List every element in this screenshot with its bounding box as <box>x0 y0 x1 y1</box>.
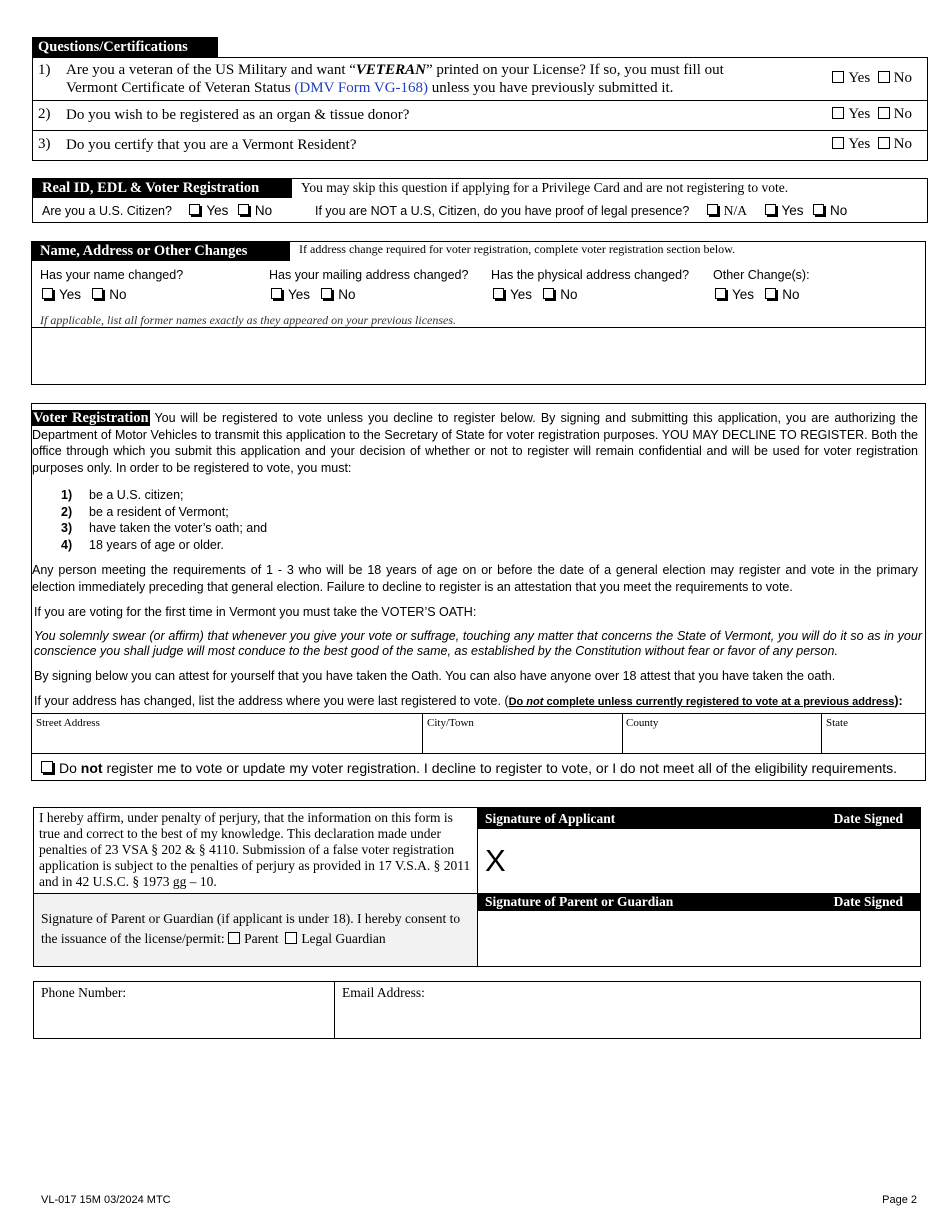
page-number: Page 2 <box>882 1194 917 1206</box>
perjury-affirmation: I hereby affirm, under penalty of perjury, that the information on this form is true and correct to the best of my knowledge. This declaration made under penalties of 23 VSA § 202 & § 4110. Submission of a false voter registration application is subject to the penalties of perjury as provided in 17 V.S.A. § 2011 and in 42 U.S.C. § 1973 gg – 10. <box>39 810 471 889</box>
mailing-changed-question: Has your mailing address changed? <box>269 268 469 282</box>
other-changed-options: Yes No <box>715 287 800 302</box>
physical-no-checkbox[interactable] <box>543 288 554 299</box>
voter-oath-intro: If you are voting for the first time in Vermont you must take the VOTER’S OATH: <box>34 605 477 619</box>
name-changed-options: Yes No <box>42 287 127 302</box>
voter-intro: Voter Registration You will be registered to vote unless you decline to register below. By signing and submitting this application, you are authorizing the Department of Motor Vehicles to transmit this application to the Secretary of State for voter registration purposes. YOU MAY DECLINE TO REGISTER. Both the office through which you submit this application and your decision of whether or not to register will remain confidential and will be used for voter registration purposes only. In order to be registered to vote, you must: <box>32 410 918 475</box>
voter-attest-paragraph: By signing below you can attest for yourself that you have taken the Oath. You can also have anyone over 18 attest that you have taken the oath. <box>34 669 836 683</box>
legal-guardian-checkbox[interactable] <box>285 932 297 944</box>
questions-header: Questions/Certifications <box>32 37 218 58</box>
form-id: VL-017 15M 03/2024 MTC <box>41 1194 171 1206</box>
yes-checkbox[interactable] <box>832 71 844 83</box>
yes-checkbox[interactable] <box>832 137 844 149</box>
parent-signature-field[interactable] <box>478 911 920 966</box>
realid-header: Real ID, EDL & Voter Registration <box>33 179 292 198</box>
question-number: 1) <box>38 62 51 78</box>
field-label: City/Town <box>427 717 474 729</box>
name-changed-question: Has your name changed? <box>40 268 184 282</box>
divider <box>31 753 926 754</box>
signature-x-mark: X <box>485 843 506 878</box>
question-2 <box>32 100 928 131</box>
question-number: 2) <box>38 106 51 122</box>
voter-primary-paragraph: Any person meeting the requirements of 1 - 3 who will be 18 years of age on or before the date of a general election may register and vote in the primary election immediately preceding that general election. Failure to decline to register is an attestation that you meet the requirements to vote. <box>32 563 918 594</box>
question-3 <box>32 130 928 161</box>
physical-changed-options: Yes No <box>493 287 578 302</box>
question-text: Do you certify that you are a Vermont Resident? <box>66 137 357 153</box>
presence-yes-checkbox[interactable] <box>765 204 776 215</box>
field-label: County <box>626 717 659 729</box>
field-label: Street Address <box>36 717 100 729</box>
phone-label: Phone Number: <box>41 985 127 1000</box>
name-yes-checkbox[interactable] <box>42 288 53 299</box>
county-field[interactable] <box>623 714 822 753</box>
field-label: State <box>826 717 848 729</box>
street-address-field[interactable] <box>32 714 423 753</box>
physical-changed-question: Has the physical address changed? <box>491 268 690 282</box>
no-checkbox[interactable] <box>878 107 890 119</box>
citizen-yes-checkbox[interactable] <box>189 204 200 215</box>
voter-requirements <box>61 487 267 553</box>
legal-presence-question: If you are NOT a U.S, Citizen, do you have proof of legal presence? N/A Yes No <box>315 203 848 218</box>
question-number: 3) <box>38 136 51 152</box>
citizen-no-checkbox[interactable] <box>238 204 249 215</box>
yes-checkbox[interactable] <box>832 107 844 119</box>
voter-address-instruction: If your address has changed, list the address where you were last registered to vote. (Do not complete unless currently registered to vote at a previous address): <box>34 694 903 708</box>
question-text: Are you a veteran of the US Military and want “VETERAN” printed on your License? If so, you must fill out Vermont Certificate of Veteran Status (DMV Form VG-168) unless you have previously submitted it. <box>66 62 724 96</box>
parent-consent-text: Signature of Parent or Guardian (if applicant is under 18). I hereby consent to the issuance of the license/permit: Parent Legal Guardian <box>41 911 461 946</box>
changes-header: Name, Address or Other Changes <box>32 242 290 261</box>
question-1 <box>32 57 928 100</box>
decline-checkbox[interactable] <box>41 761 53 773</box>
parent-checkbox[interactable] <box>228 932 240 944</box>
citizen-question: Are you a U.S. Citizen? Yes No <box>42 203 273 218</box>
yes-no-options: Yes No <box>832 106 912 123</box>
dmv-form-link[interactable]: (DMV Form VG-168) <box>294 80 429 96</box>
list-item: 2) be a resident of Vermont; <box>61 504 229 519</box>
voter-header: Voter Registration <box>33 410 149 426</box>
state-field[interactable] <box>822 714 925 753</box>
email-label: Email Address: <box>342 985 425 1000</box>
mailing-no-checkbox[interactable] <box>321 288 332 299</box>
no-checkbox[interactable] <box>878 71 890 83</box>
city-town-field[interactable] <box>423 714 623 753</box>
mailing-changed-options: Yes No <box>271 287 356 302</box>
yes-no-options: Yes No <box>832 136 912 153</box>
former-names-field[interactable] <box>32 328 925 384</box>
decline-registration: Do not register me to vote or update my voter registration. I decline to register to vote, or I do not meet all of the eligibility requirements. <box>41 760 897 776</box>
question-text: Do you wish to be registered as an organ & tissue donor? <box>66 107 410 123</box>
yes-no-options: Yes No <box>832 70 912 87</box>
presence-na-checkbox[interactable] <box>707 204 718 215</box>
list-item: 4) 18 years of age or older. <box>61 537 224 552</box>
applicant-signature-field[interactable] <box>478 829 920 893</box>
parent-signature-header: Signature of Parent or Guardian Date Signed <box>478 893 920 911</box>
other-yes-checkbox[interactable] <box>715 288 726 299</box>
physical-yes-checkbox[interactable] <box>493 288 504 299</box>
phone-field[interactable] <box>34 982 334 1038</box>
name-no-checkbox[interactable] <box>92 288 103 299</box>
former-names-instruction: If applicable, list all former names exactly as they appeared on your previous licenses. <box>40 313 457 327</box>
presence-no-checkbox[interactable] <box>813 204 824 215</box>
list-item: 1) be a U.S. citizen; <box>61 488 184 502</box>
mailing-yes-checkbox[interactable] <box>271 288 282 299</box>
other-no-checkbox[interactable] <box>765 288 776 299</box>
list-item: 3) have taken the voter’s oath; and <box>61 521 268 535</box>
voter-oath-text: You solemnly swear (or affirm) that whenever you give your vote or suffrage, touching any matter that concerns the State of Vermont, you will do it so as in your conscience you shall judge will most conduce to the best good of the same, as established by the Constitution without fear or favor of any person. <box>34 629 922 658</box>
email-field[interactable] <box>335 982 920 1038</box>
changes-note: If address change required for voter registration, complete voter registration section below. <box>299 242 736 256</box>
applicant-signature-header: Signature of Applicant Date Signed <box>478 808 920 829</box>
other-changed-question: Other Change(s): <box>713 268 810 282</box>
no-checkbox[interactable] <box>878 137 890 149</box>
realid-note: You may skip this question if applying for a Privilege Card and are not registering to vote. <box>301 180 789 195</box>
